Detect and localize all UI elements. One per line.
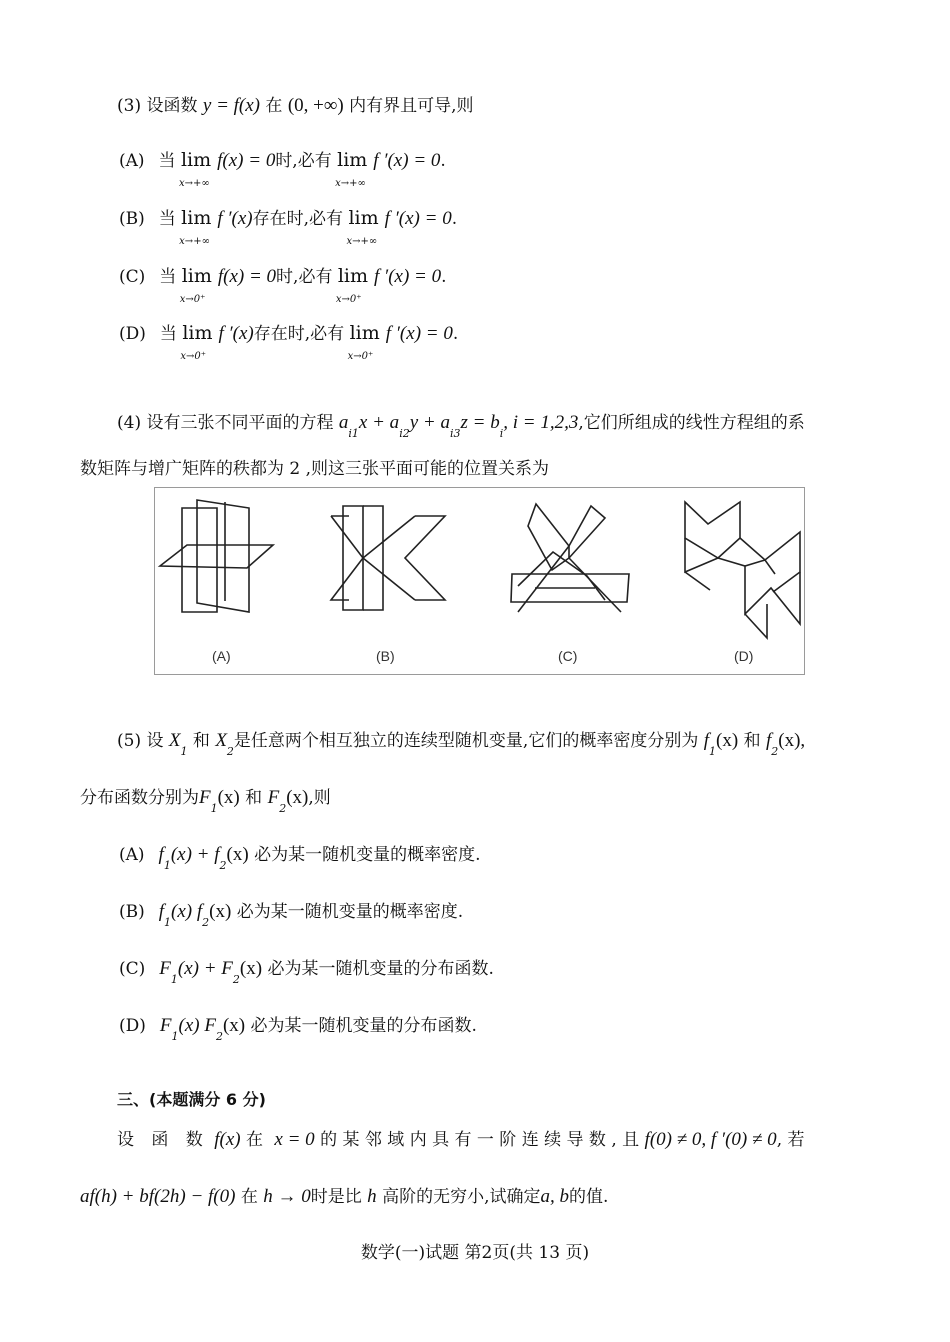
option-expr: f ′(x) = 0: [374, 266, 442, 287]
figure-caption-b: (B): [376, 648, 395, 664]
limit-2: lim x→0⁺: [338, 264, 368, 288]
figure-caption-d: (D): [734, 648, 754, 664]
q3-option-b: (B) 当 lim x→+∞ f ′(x)存在时,必有 lim x→+∞ f ′(x) = 0.: [119, 206, 457, 231]
option-label: (A): [119, 151, 145, 171]
limit-2: lim x→+∞: [348, 206, 378, 230]
q3-function: y = f(x): [202, 95, 261, 116]
q4-index: , i = 1,2,3: [503, 412, 579, 433]
q3-option-a: (A) 当 lim x→+∞ f(x) = 0时,必有 lim x→+∞ f ′(x) = 0.: [119, 148, 446, 173]
option-expr: f ′(x): [218, 323, 254, 344]
option-text: 必为某一随机变量的概率密度.: [254, 845, 481, 865]
q3-mid: 在: [265, 96, 283, 116]
option-expr: f ′(x): [217, 208, 253, 229]
q4-suffix: ,它们所组成的线性方程组的系: [578, 413, 805, 433]
section-heading: 三、(本题满分 6 分): [117, 1090, 266, 1109]
option-expr: f(x) = 0: [217, 150, 276, 171]
option-label: (C): [119, 959, 146, 979]
option-label: (B): [119, 902, 145, 922]
limit-sub: x→+∞: [179, 236, 210, 247]
limit-1: lim x→+∞: [181, 148, 211, 172]
q3-interval: (0, +∞): [287, 95, 344, 116]
option-text: 必为某一随机变量的概率密度.: [236, 902, 464, 922]
option-text: 必为某一随机变量的分布函数.: [250, 1016, 477, 1036]
q5-option-d: (D) $F_1(x)$ $F_2(x)$ 必为某一随机变量的分布函数.: [119, 1015, 477, 1043]
limit-sub: x→+∞: [346, 236, 378, 247]
limit-2: lim x→0⁺: [350, 321, 380, 345]
figure-c: [511, 504, 629, 612]
page-footer: 数学(一)试题 第2页(共 13 页): [360, 1243, 590, 1263]
limit-1: lim x→+∞: [181, 206, 211, 230]
option-expr: f ′(x) = 0: [384, 208, 452, 229]
option-mid: 时,必有: [275, 151, 332, 171]
option-mid: 时,必有: [276, 267, 333, 287]
option-expr: f ′(x) = 0: [385, 323, 453, 344]
limit-sub: x→0⁺: [180, 351, 206, 362]
figure-a: [160, 500, 273, 612]
figure-caption-c: (C): [558, 648, 578, 664]
limit-sub: x→0⁺: [179, 294, 206, 305]
q4-stem-line2: 数矩阵与增广矩阵的秩都为 2 ,则这三张平面可能的位置关系为: [80, 459, 550, 479]
option-label: (D): [119, 324, 146, 344]
option-expr: f(x) = 0: [217, 266, 277, 287]
q3-prefix: (3) 设函数: [117, 96, 198, 116]
q4-stem: (4) 设有三张不同平面的方程 $a_{i1}x + a_{i2}y + a_{i3}z = b_i$, i = 1,2,3,它们所组成的线性方程组的系: [117, 412, 805, 440]
q5-stem: (5) 设 $X_1$ 和 $X_2$是任意两个相互独立的连续型随机变量,它们的概率密度分别为 $f_1(x)$ 和 $f_2(x)$,: [117, 730, 806, 758]
q5-stem-line2: 分布函数分别为$F_1(x)$ 和 $F_2(x)$,则: [80, 787, 331, 815]
q4-prefix: (4) 设有三张不同平面的方程: [117, 413, 334, 433]
option-when: 当: [158, 151, 176, 171]
planes-figure: [154, 487, 805, 675]
option-when: 当: [158, 209, 176, 229]
q5-option-a: (A) $f_1(x) + f_2(x)$ 必为某一随机变量的概率密度.: [119, 844, 481, 872]
option-label: (D): [119, 1016, 146, 1036]
option-text: 必为某一随机变量的分布函数.: [267, 959, 494, 979]
limit-2: lim x→+∞: [337, 148, 367, 172]
option-expr: f ′(x) = 0: [373, 150, 441, 171]
q3-stem: [117, 94, 474, 118]
limit-sub: x→0⁺: [347, 351, 374, 362]
limit-1: lim x→0⁺: [182, 264, 212, 288]
limit-1: lim x→0⁺: [182, 321, 212, 345]
planes-diagram: [155, 488, 806, 676]
limit-sub: x→0⁺: [335, 294, 362, 305]
limit-sub: x→+∞: [178, 178, 210, 189]
q3-suffix: 内有界且可导,则: [349, 96, 474, 116]
option-mid: 存在时,必有: [253, 324, 345, 344]
option-when: 当: [159, 267, 177, 287]
figure-caption-a: (A): [212, 648, 231, 664]
figure-b: [331, 506, 445, 610]
option-label: (C): [119, 267, 146, 287]
option-when: 当: [159, 324, 177, 344]
figure-d: [685, 502, 800, 638]
q5-option-c: (C) $F_1(x) + F_2(x)$ 必为某一随机变量的分布函数.: [119, 958, 494, 986]
option-label: (A): [119, 845, 145, 865]
limit-sub: x→+∞: [335, 178, 366, 189]
q5-option-b: (B) $f_1(x)$ $f_2(x)$ 必为某一随机变量的概率密度.: [119, 901, 464, 929]
option-mid: 存在时,必有: [252, 209, 344, 229]
s3-line2: af(h) + bf(2h) − f(0) 在 h → 0时是比 h 高阶的无穷小,试确定a, b的值.: [80, 1186, 609, 1207]
q3-option-d: (D) 当 lim x→0⁺ f ′(x)存在时,必有 lim x→0⁺ f ′(x) = 0.: [119, 321, 458, 346]
q3-option-c: (C) 当 lim x→0⁺ f(x) = 0时,必有 lim x→0⁺ f ′(x) = 0.: [119, 264, 447, 289]
option-label: (B): [119, 209, 145, 229]
s3-line1: 设 函 数 f(x) 在 x = 0 的 某 邻 域 内 具 有 一 阶 连 续 导 数 , 且 f(0) ≠ 0, f ′(0) ≠ 0, 若: [117, 1129, 805, 1150]
